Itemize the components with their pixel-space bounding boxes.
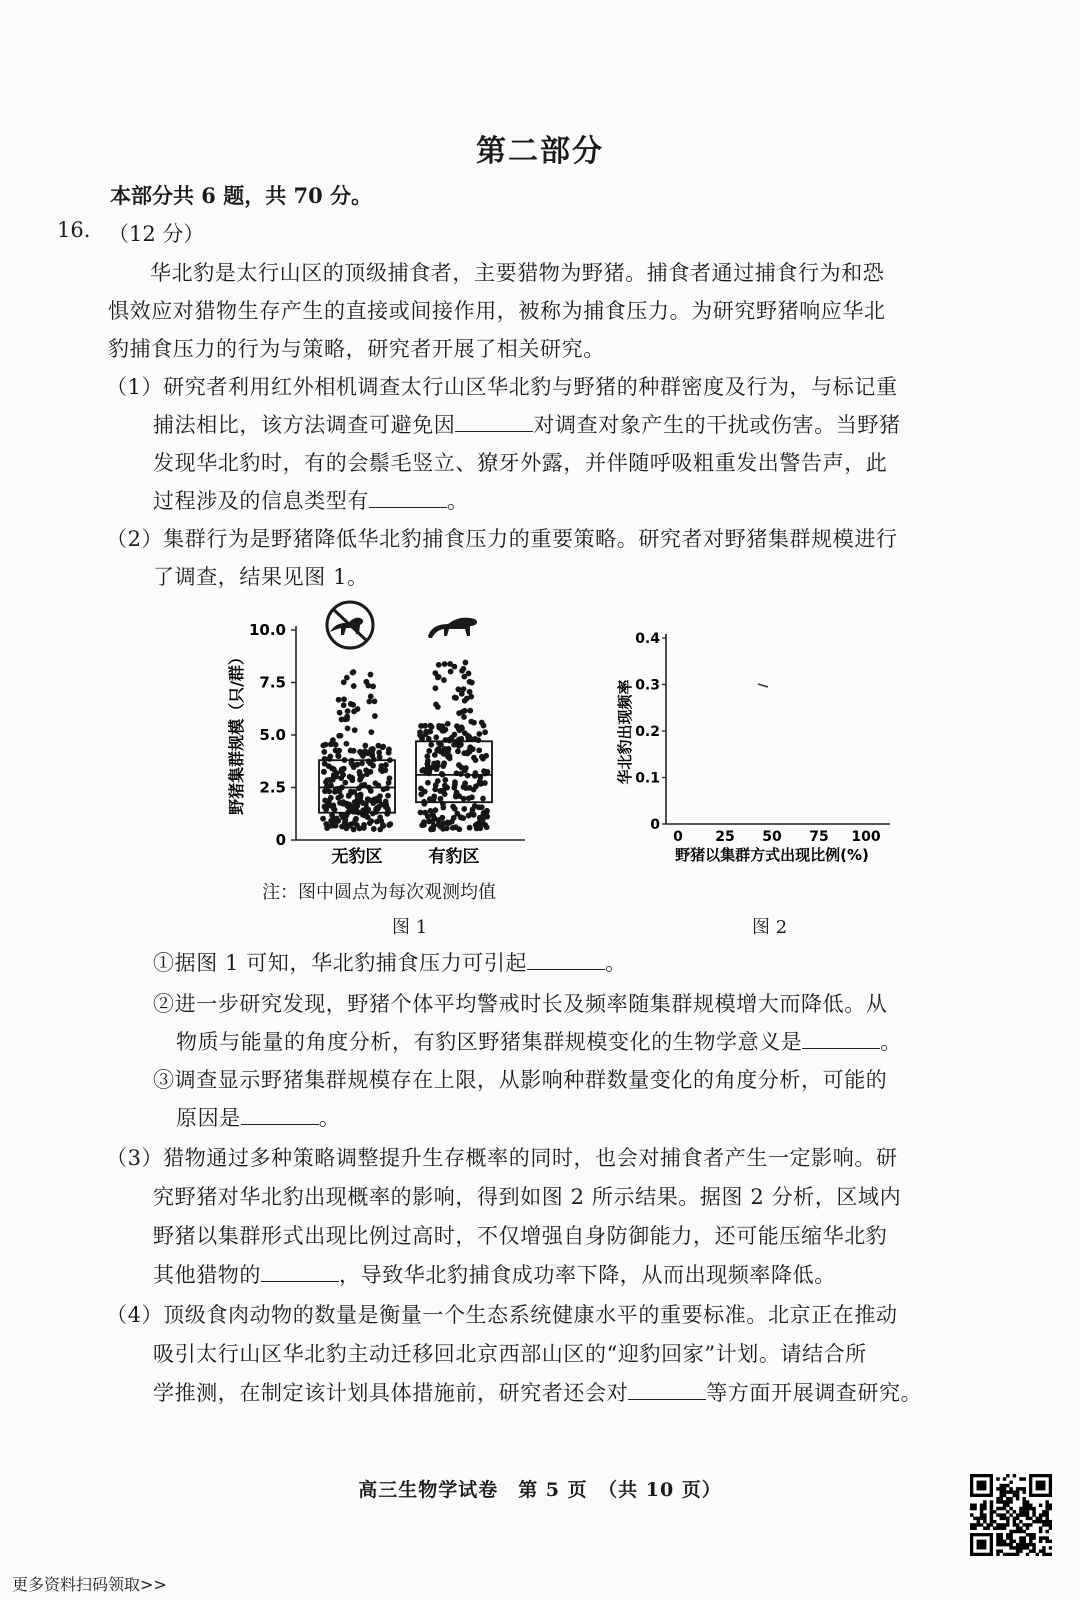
figure1-dot (476, 731, 482, 737)
figure1-dot (348, 701, 354, 707)
figure1-y-tick-label: 5.0 (259, 726, 286, 744)
figure1-dot (385, 806, 391, 812)
part4-line-2: 吸引太行山区华北豹主动迁移回北京西部山区的“迎豹回家”计划。请结合所 (153, 1342, 867, 1366)
figure1-dot (320, 816, 326, 822)
figure1-dot (462, 780, 468, 786)
figure1-y-tick-label: 7.5 (259, 673, 286, 692)
figure1-dot (350, 809, 356, 815)
figure1-y-axis-label: 野猪集群规模（只/群） (227, 649, 246, 815)
stem-line-2: 惧效应对猎物生存产生的直接或间接作用，被称为捕食压力。为研究野猪响应华北 (108, 299, 886, 323)
figure1-dot (467, 825, 473, 831)
page-footer: 高三生物学试卷 第 5 页 （共 10 页） (358, 1479, 722, 1501)
figure1-dot (384, 811, 390, 817)
figure1-dot (368, 693, 374, 699)
figure2-y-tick-label: 0.1 (635, 770, 660, 787)
figure1-dot (367, 769, 373, 775)
figure1-dot (380, 823, 386, 829)
figure2-x-tick-label: 50 (762, 829, 782, 845)
figure2-x-tick-label: 0 (673, 829, 683, 845)
figure1-dot (470, 746, 476, 752)
figure1-dot (367, 820, 373, 826)
figure1-dot (462, 698, 468, 704)
figure1-dot (368, 746, 374, 752)
figure1-dot (467, 679, 473, 685)
figure1-dot (320, 743, 326, 749)
figure1-dot (471, 720, 477, 726)
figure2-y-tick-label: 0.3 (635, 677, 660, 694)
qr-code-icon[interactable] (970, 1474, 1052, 1556)
figure1-dot (447, 661, 453, 667)
figure1-dot (467, 708, 473, 714)
part3-line-3: 野猪以集群形式出现比例过高时，不仅增强自身防御能力，还可能压缩华北豹 (153, 1224, 888, 1248)
crossed-leopard-icon (327, 602, 373, 648)
figure1-dot (348, 789, 354, 795)
figure1-dot (466, 734, 472, 740)
figure1-dot (435, 760, 441, 766)
part4-line-3: 学推测，在制定该计划具体措施前，研究者还会对 等方面开展调查研究。 (153, 1381, 923, 1405)
figure1-dot (335, 795, 341, 801)
figure1-observation-dots (320, 660, 490, 833)
figure1-dot (338, 733, 344, 739)
figure1-dot (479, 804, 485, 810)
figure1-caption: 图 1 (392, 917, 428, 938)
part3-line-1: （3）猎物通过多种策略调整提升生存概率的同时，也会对捕食者产生一定影响。研 (106, 1146, 898, 1170)
figure2-x-axis-label: 野猪以集群方式出现比例(%) (675, 846, 869, 864)
figure1-dot (339, 767, 345, 773)
figure1-dot (386, 822, 392, 828)
figure1-dot (362, 743, 368, 749)
figure1-dot (463, 660, 469, 666)
figure1-dot (341, 696, 347, 702)
figure1-dot (424, 761, 430, 767)
question-points: （12 分） (108, 222, 205, 246)
figure2-curve-fragment (758, 684, 768, 687)
figure1-dot (425, 780, 431, 786)
figure1-dot (421, 819, 427, 825)
figure1-dot (332, 819, 338, 825)
figure1-dot (359, 760, 365, 766)
part1-line-1: （1）研究者利用红外相机调查太行山区华北豹与野猪的种群密度及行为，与标记重 (106, 375, 898, 399)
figure1-dot (433, 734, 439, 740)
figure1-dot (459, 765, 465, 771)
figure1-dot (372, 713, 378, 719)
figure1-dot (447, 753, 453, 759)
figure1-dot (436, 662, 442, 668)
figure1-dot (336, 697, 342, 703)
figure2-x-tick-label: 100 (851, 829, 881, 845)
figure1-dot (323, 807, 329, 813)
figure1-dot (453, 794, 459, 800)
answer-blank[interactable] (455, 413, 533, 432)
figure1-dot (355, 706, 361, 712)
figure1-dot (351, 748, 357, 754)
figure1-dot (461, 674, 467, 680)
figure1-dot (379, 802, 385, 808)
figure1-dot (451, 785, 457, 791)
part2-line-1: （2）集群行为是野猪降低华北豹捕食压力的重要策略。研究者对野猪集群规模进行 (106, 527, 898, 551)
figure1-dot (375, 795, 381, 801)
figure1-dot (417, 729, 423, 735)
figure1-dot (329, 741, 335, 747)
figure1-dot (480, 814, 486, 820)
figure1-dot (453, 824, 459, 830)
stem-line-1: 华北豹是太行山区的顶级捕食者，主要猎物为野猪。捕食者通过捕食行为和恐 (150, 261, 885, 285)
figure1-dot (438, 824, 444, 830)
figure1-dot (482, 729, 488, 735)
figure1-dot (380, 744, 386, 750)
figure2-caption: 图 2 (752, 917, 788, 938)
figure1-dot (452, 695, 458, 701)
figure2-x-tick-label: 25 (715, 829, 735, 845)
figure1-dot (342, 780, 348, 786)
figure1-dot (342, 821, 348, 827)
figure1-dot (475, 737, 481, 743)
figure1-dot (351, 683, 357, 689)
part3-line-4: 其他猎物的 ，导致华北豹捕食成功率下降，从而出现频率降低。 (153, 1263, 836, 1287)
figure1-dot (432, 786, 438, 792)
figure2-y-tick-label: 0 (650, 817, 660, 833)
figure1-dot (445, 721, 451, 727)
figure1-dot (438, 796, 444, 802)
figure1-dot (467, 689, 473, 695)
figure1-dot (361, 822, 367, 828)
figure1-dot (349, 775, 355, 781)
figure1-dot (471, 812, 477, 818)
figure1-dot (377, 754, 383, 760)
figure1-dot (431, 796, 437, 802)
figure1-dot (362, 813, 368, 819)
figure1-dot (480, 796, 486, 802)
figure1-dot (481, 723, 487, 729)
figure1-dot (456, 710, 462, 716)
figure1-dot (357, 777, 363, 783)
figure1-dot (458, 724, 464, 730)
part3-line-2: 究野猪对华北豹出现概率的影响，得到如图 2 所示结果。据图 2 分析，区域内 (153, 1185, 902, 1209)
figure1-dot (422, 789, 428, 795)
figure1-category-label: 有豹区 (428, 847, 480, 867)
part2-sub2-line2: 物质与能量的角度分析，有豹区野猪集群规模变化的生物学意义是 。 (176, 1030, 903, 1054)
figure1-dot (477, 781, 483, 787)
figure1-dot (426, 748, 432, 754)
figure1-dot (441, 748, 447, 754)
stem-line-3: 豹捕食压力的行为与策略，研究者开展了相关研究。 (108, 337, 605, 361)
section-title: 第二部分 (476, 134, 604, 169)
part2-sub3-line1: ③调查显示野猪集群规模存在上限，从影响种群数量变化的角度分析，可能的 (153, 1068, 888, 1092)
figure1-dot (385, 793, 391, 799)
part2-line-2: 了调查，结果见图 1。 (153, 565, 369, 589)
part1-line-2: 捕法相比，该方法调查可避免因 对调查对象产生的干扰或伤害。当野猪 (153, 413, 901, 437)
part2-sub1: ①据图 1 可知，华北豹捕食压力可引起 。 (153, 951, 627, 975)
figure1-dot (335, 753, 341, 759)
figure1-dot (455, 748, 461, 754)
figure1-dot (436, 674, 442, 680)
figure1-dot (368, 729, 374, 735)
figure1-dot (461, 796, 467, 802)
figure1-dot (345, 708, 351, 714)
part4-line-1: （4）顶级食肉动物的数量是衡量一个生态系统健康水平的重要标准。北京正在推动 (106, 1303, 898, 1327)
section-intro: 本部分共 6 题，共 70 分。 (110, 183, 373, 208)
figure1-category-label: 无豹区 (331, 847, 383, 867)
figure1-dot (441, 677, 447, 683)
figure1-dot (433, 685, 439, 691)
figure1-dot (439, 725, 445, 731)
figure1-dot (469, 794, 475, 800)
figure1-dot (452, 732, 458, 738)
answer-blank[interactable] (628, 1381, 706, 1400)
part2-sub3-line2: 原因是 。 (176, 1106, 341, 1130)
figure2-x-tick-label: 75 (809, 829, 829, 845)
figure1-dot (350, 669, 356, 675)
figure1-dot (476, 747, 482, 753)
figure1-dot (372, 698, 378, 704)
figure1-dot (364, 805, 370, 811)
figure1-y-tick-label: 2.5 (259, 778, 286, 797)
figure1-dot (352, 727, 358, 733)
figure1-dot (328, 795, 334, 801)
figure1-dot (366, 699, 372, 705)
part1-line-4: 过程涉及的信息类型有 。 (153, 489, 469, 513)
figure1-dot (432, 807, 438, 813)
figure1-dot (458, 771, 464, 777)
figure1-dot (459, 668, 465, 674)
figure1-dot (428, 827, 434, 833)
figure1-dot (340, 801, 346, 807)
figure1-dot (369, 753, 375, 759)
figure1-dot (455, 686, 461, 692)
figure1-dot (357, 772, 363, 778)
figure1-dot (466, 813, 472, 819)
figure1-dot (333, 747, 339, 753)
figure1-dot (452, 779, 458, 785)
figure1-dot (461, 686, 467, 692)
figure1-dot (445, 820, 451, 826)
figure1-dot (461, 750, 467, 756)
figure1-dot (377, 814, 383, 820)
figure1-dot (321, 769, 327, 775)
figure1-dot (461, 714, 467, 720)
figure1-dot (370, 684, 376, 690)
figure1-dot (472, 773, 478, 779)
answer-blank[interactable] (369, 489, 447, 508)
figure1-dot (365, 683, 371, 689)
figure1-note: 注：图中圆点为每次观测均值 (262, 882, 496, 903)
figure1-dot (341, 702, 347, 708)
leopard-icon (428, 618, 477, 638)
figure2-chart (610, 620, 910, 870)
figure1-dot (323, 779, 329, 785)
figure1-dot (330, 777, 336, 783)
figure1-dot (440, 763, 446, 769)
figure1-dot (460, 815, 466, 821)
figure1-dot (331, 766, 337, 772)
more-resources-link[interactable]: 更多资料扫码领取>> (12, 1575, 167, 1594)
figure1-dot (481, 768, 487, 774)
figure1-dot (442, 777, 448, 783)
figure1-dot (444, 825, 450, 831)
figure1-dot (357, 795, 363, 801)
answer-blank[interactable] (802, 1030, 880, 1049)
figure1-dot (321, 749, 327, 755)
figure1-dot (434, 747, 440, 753)
answer-blank[interactable] (261, 1263, 339, 1282)
figure1-dot (368, 672, 374, 678)
part1-line-3: 发现华北豹时，有的会鬃毛竖立、獠牙外露，并伴随呼吸粗重发出警告声，此 (153, 451, 888, 475)
figure2-y-tick-label: 0.2 (635, 724, 660, 740)
figure1-dot (422, 810, 428, 816)
figure1-dot (473, 757, 479, 763)
part2-sub2-line1: ②进一步研究发现，野猪个体平均警戒时长及频率随集群规模增大而降低。从 (153, 992, 888, 1016)
figure1-dot (351, 827, 357, 833)
figure1-dot (331, 806, 337, 812)
figure1-dot (424, 729, 430, 735)
figure1-dot (424, 753, 430, 759)
answer-blank[interactable] (527, 951, 605, 970)
figure1-dot (322, 761, 328, 767)
figure1-dot (383, 762, 389, 768)
figure1-dot (428, 723, 434, 729)
figure1-dot (442, 661, 448, 667)
figure1-dot (483, 753, 489, 759)
figure1-dot (344, 675, 350, 681)
figure1-dot (353, 817, 359, 823)
figure1-dot (463, 785, 469, 791)
figure1-dot (448, 669, 454, 675)
figure2-y-tick-label: 0.4 (635, 631, 660, 647)
figure1-dot (345, 725, 351, 731)
figure1-dot (442, 782, 448, 788)
figure1-dot (370, 763, 376, 769)
figure1-dot (342, 716, 348, 722)
figure1-dot (387, 775, 393, 781)
figure1-dot (362, 748, 368, 754)
figure1-dot (439, 815, 445, 821)
answer-blank[interactable] (241, 1106, 319, 1125)
figure1-dot (450, 804, 456, 810)
figure1-dot (337, 710, 343, 716)
figure1-dot (428, 742, 434, 748)
figure1-dot (386, 750, 392, 756)
figure2-y-axis-label: 华北豹出现频率 (616, 679, 634, 785)
figure1-chart (220, 600, 540, 900)
figure1-dot (322, 788, 328, 794)
figure1-dot (477, 819, 483, 825)
figure1-dot (365, 796, 371, 802)
figure1-dot (422, 723, 428, 729)
figure1-dot (344, 741, 350, 747)
figure1-dot (431, 815, 437, 821)
figure1-y-tick-label: 0 (275, 831, 286, 849)
figure1-dot (426, 819, 432, 825)
figure1-dot (419, 735, 425, 741)
figure1-y-tick-label: 10.0 (248, 621, 286, 639)
figure1-dot (461, 806, 467, 812)
question-number: 16. (57, 218, 91, 242)
figure1-dot (442, 791, 448, 797)
figure1-dot (433, 702, 439, 708)
figure1-dot (382, 767, 388, 773)
figure1-dot (371, 826, 377, 832)
figure1-dot (343, 813, 349, 819)
